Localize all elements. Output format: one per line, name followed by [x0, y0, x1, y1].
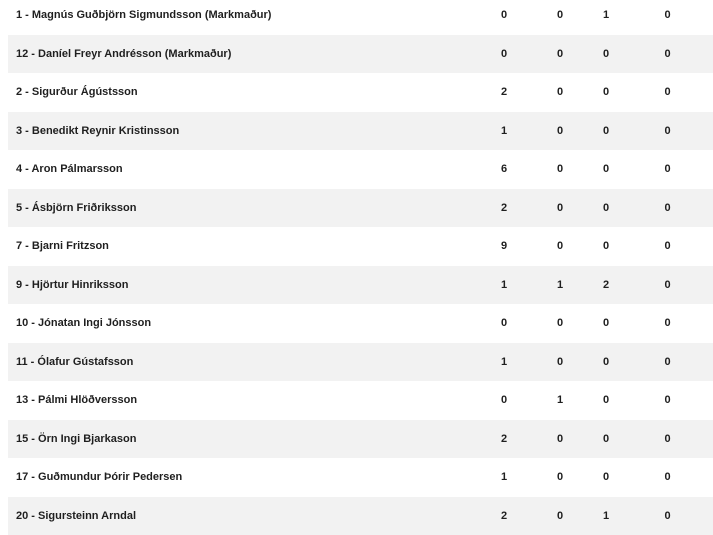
stat-goals: 2	[478, 189, 530, 228]
stat-col-3: 0	[590, 189, 622, 228]
table-row	[8, 304, 713, 343]
table-row	[8, 420, 713, 459]
stat-col-2: 0	[530, 35, 590, 74]
stat-col-3: 0	[590, 420, 622, 459]
player-name: 11 - Ólafur Gústafsson	[8, 343, 478, 382]
stat-col-2: 0	[530, 189, 590, 228]
stat-col-4: 0	[622, 497, 713, 535]
stat-col-3: 0	[590, 343, 622, 382]
stat-goals: 1	[478, 458, 530, 497]
stat-col-3: 0	[590, 35, 622, 74]
table-row	[8, 73, 713, 112]
stat-goals: 2	[478, 73, 530, 112]
player-name: 5 - Ásbjörn Friðriksson	[8, 189, 478, 228]
stat-col-2: 0	[530, 0, 590, 35]
stat-goals: 2	[478, 497, 530, 535]
stat-goals: 1	[478, 343, 530, 382]
stat-col-4: 0	[622, 189, 713, 228]
stat-col-4: 0	[622, 150, 713, 189]
stat-col-2: 0	[530, 458, 590, 497]
stat-col-2: 0	[530, 150, 590, 189]
player-name: 4 - Aron Pálmarsson	[8, 150, 478, 189]
player-stats-table	[8, 0, 713, 535]
stat-goals: 9	[478, 227, 530, 266]
table-row	[8, 227, 713, 266]
player-name: 1 - Magnús Guðbjörn Sigmundsson (Markmaður)	[8, 0, 478, 35]
stat-col-2: 1	[530, 266, 590, 305]
player-name: 13 - Pálmi Hlöðversson	[8, 381, 478, 420]
table-row	[8, 35, 713, 74]
stat-col-2: 0	[530, 227, 590, 266]
table-row	[8, 189, 713, 228]
stat-goals: 1	[478, 266, 530, 305]
stat-col-3: 0	[590, 304, 622, 343]
stat-col-3: 0	[590, 73, 622, 112]
player-name: 17 - Guðmundur Þórir Pedersen	[8, 458, 478, 497]
stat-col-3: 2	[590, 266, 622, 305]
stat-goals: 0	[478, 381, 530, 420]
table-row	[8, 458, 713, 497]
player-name: 7 - Bjarni Fritzson	[8, 227, 478, 266]
stat-col-3: 0	[590, 150, 622, 189]
player-name: 9 - Hjörtur Hinriksson	[8, 266, 478, 305]
stat-col-3: 1	[590, 497, 622, 535]
stat-col-2: 0	[530, 420, 590, 459]
table-row	[8, 112, 713, 151]
stat-col-3: 0	[590, 112, 622, 151]
player-name: 20 - Sigursteinn Arndal	[8, 497, 478, 535]
stat-col-2: 1	[530, 381, 590, 420]
table-row	[8, 150, 713, 189]
stat-goals: 2	[478, 420, 530, 459]
player-name: 3 - Benedikt Reynir Kristinsson	[8, 112, 478, 151]
stat-goals: 0	[478, 35, 530, 74]
table-row	[8, 266, 713, 305]
stat-col-4: 0	[622, 266, 713, 305]
stat-col-3: 0	[590, 381, 622, 420]
stat-col-4: 0	[622, 458, 713, 497]
stat-col-4: 0	[622, 35, 713, 74]
stat-col-2: 0	[530, 112, 590, 151]
player-name: 2 - Sigurður Ágústsson	[8, 73, 478, 112]
player-name: 10 - Jónatan Ingi Jónsson	[8, 304, 478, 343]
stat-col-2: 0	[530, 73, 590, 112]
stat-col-2: 0	[530, 343, 590, 382]
stat-col-4: 0	[622, 304, 713, 343]
player-name: 15 - Örn Ingi Bjarkason	[8, 420, 478, 459]
stat-col-4: 0	[622, 381, 713, 420]
stat-goals: 6	[478, 150, 530, 189]
table-row	[8, 0, 713, 35]
stat-goals: 1	[478, 112, 530, 151]
stat-col-4: 0	[622, 420, 713, 459]
stat-col-2: 0	[530, 497, 590, 535]
stat-col-4: 0	[622, 112, 713, 151]
stat-col-4: 0	[622, 73, 713, 112]
stat-col-3: 0	[590, 458, 622, 497]
stat-col-4: 0	[622, 227, 713, 266]
stat-col-4: 0	[622, 343, 713, 382]
stat-col-3: 0	[590, 227, 622, 266]
stat-goals: 0	[478, 0, 530, 35]
player-name: 12 - Daníel Freyr Andrésson (Markmaður)	[8, 35, 478, 74]
table-row	[8, 497, 713, 535]
table-row	[8, 381, 713, 420]
stat-goals: 0	[478, 304, 530, 343]
stat-col-3: 1	[590, 0, 622, 35]
table-row	[8, 343, 713, 382]
stat-col-2: 0	[530, 304, 590, 343]
stat-col-4: 0	[622, 0, 713, 35]
